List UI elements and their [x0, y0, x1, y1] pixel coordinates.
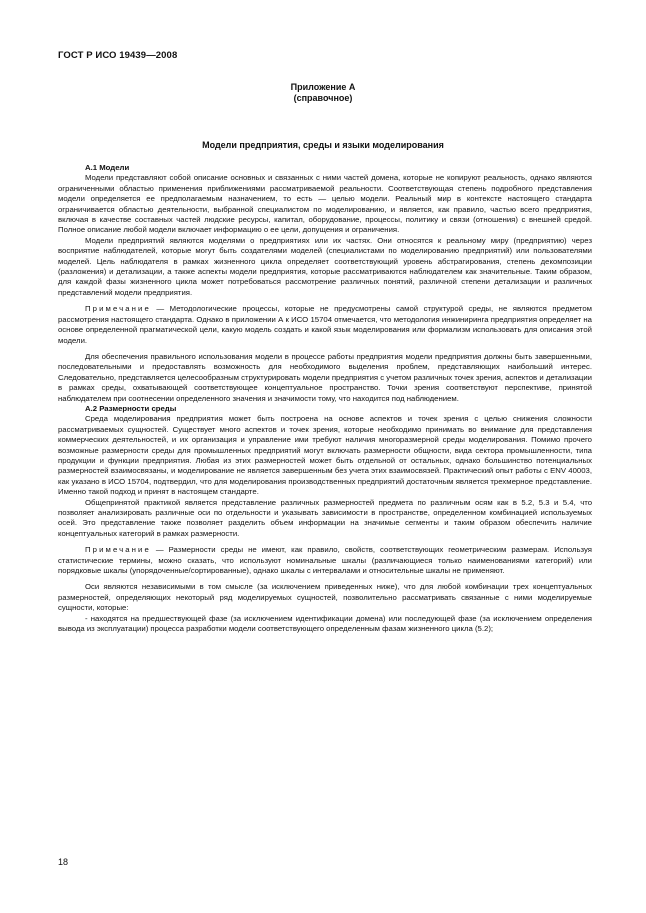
section-heading-a1: А.1 Модели — [85, 163, 130, 172]
paragraph: Модели представляют собой описание основных и связанных с ними частей домена, которые не копируют реальность, однако являются ограниченными областью применения приближениями рассматриваемой реальности. Соответствующая степень подробного представления модели определяется ее предполагаемым назначением, то есть — целью модели. Реальный мир в контексте настоящего стандарта ограничивается областью деятельности, выбранной специалистом по моделированию, и является, как правило, частью всего предприятия, включая в качестве составных частей людские ресурсы, капитал, оборудование, процессы, политику и связи (отношения) с внешней средой. Полное описание любой модели включает информацию о ее цели, допущения и ограничения. — [58, 173, 592, 235]
note-text: — Методологические процессы, которые не предусмотрены самой структурой среды, не являются предметом рассмотрения настоящего стандарта. Однако в приложении А к ИСО 15704 отмечается, что методология инжиниринга предприятия определяет на основе определенной прагматической цели, какую модель создать и какой язык моделирования или формализм использовать для описания этой модели. — [58, 304, 592, 345]
section-heading-a2: А.2 Размерности среды — [85, 403, 177, 413]
paragraph: Общепринятой практикой является представление различных размерностей предмета по различным осям как в 5.2, 5.3 и 5.4, что позволяет анализировать различные оси по отдельности и указывать зависимости в пространстве, определенном комбинацией используемых осей. Это представление также позволяет разделить объем информации на значимые сегменты и таким образом обеспечить наличие концептуальных категорий в рамках размерности. — [58, 497, 592, 538]
paragraph: Оси являются независимыми в том смысле (за исключением приведенных ниже), что для любой комбинации трех концептуальных размерностей, определяющих некоторый ряд моделируемых сущностей, позволительно рассматривать связанные с ними моделируемые сущности, которые: — [58, 582, 592, 613]
annex-title: Приложение А — [290, 82, 356, 92]
paragraph: Модели предприятий являются моделями о предприятиях или их частях. Они относятся к реальному миру (предприятию) через восприятие наблюдателей, которые могут быть создателями моделей (специалистами по моделированию предприятий) или пользователями моделей. Цель наблюдателя в рамках жизненного цикла определяет соответствующий уровень абстрагирования, степень декомпозиции (разложения) и детализации, а также аспекты модели предприятия, которые рассматриваются наблюдателем как значительные. Таким образом, для каждой фазы жизненного цикла может потребоваться рассмотрение различных понятий, различной степени детализации и различных представлений модели предприятия. — [58, 235, 592, 297]
standard-header: ГОСТ Р ИСО 19439—2008 — [58, 50, 178, 61]
note-paragraph — [58, 545, 592, 576]
page-number: 18 — [58, 857, 69, 867]
annex-block — [0, 82, 646, 104]
main-title: Модели предприятия, среды и языки моделирования — [202, 140, 444, 150]
note-paragraph — [58, 304, 592, 346]
list-item: - находятся на предшествующей фазе (за исключением идентификации домена) или последующей фазе (за исключением определения вывода из эксплуатации) процесса разработки модели соответствующего определенным фазам жизненного цикла (5.2); — [58, 613, 592, 634]
note-label: Примечание — [85, 304, 151, 314]
paragraph: Для обеспечения правильного использования модели в процессе работы предприятия модели предприятия должны быть завершенными, последовательными и предоставлять возможность для необходимого выделения проблем, представляющих наибольший интерес. Следовательно, представляется целесообразным структурировать модели предприятия с учетом различных точек зрения, аспектов и детализации в рамках среды, охватывающей соответствующее концептуальное пространство. Точки зрения соответствуют перспективе, принятой наблюдателем при соотнесении определенного значения и значимости тому, что находится под наблюдением. — [58, 351, 592, 403]
paragraph: Среда моделирования предприятия может быть построена на основе аспектов и точек зрения с целью снижения сложности рассматриваемых сущностей. Существует много аспектов и точек зрения, которые необходимо принимать во внимание для представления коммерческих деятельностей, и их организация и управление ими требуют наличия многоразмерной среды моделирования. Помимо прочего возможные размерности среды для промышленных предприятий могут включать размерности общности, вида сектора промышленности, типа продукции и функции предприятия. Любая из этих размерностей может быть отдельной от остальных, однако большинство потенциальных размерностей взаимосвязаны, и моделирование не является завершенным без учета этих взаимосвязей. Практический опыт работы с ENV 40003, как указано в ИСО 15704, подтвердил, что для моделирования производственных предприятий достаточным является трехмерное представление. Именно такой подход и принят в настоящем стандарте. — [58, 414, 592, 497]
note-label: Примечание — [85, 545, 151, 555]
document-body — [58, 163, 592, 634]
annex-subtitle: (справочное) — [293, 93, 353, 103]
note-text: — Размерности среды не имеют, как правило, свойств, соответствующих геометрическим размерам. Используя статистические термины, можно сказать, что используют номинальные шкалы (различающиеся только наименованиями категорий) или порядковые шкалы (упорядоченные/сортированные), однако шкалы с интервалами и относительные шкалы не применяют. — [58, 545, 592, 576]
